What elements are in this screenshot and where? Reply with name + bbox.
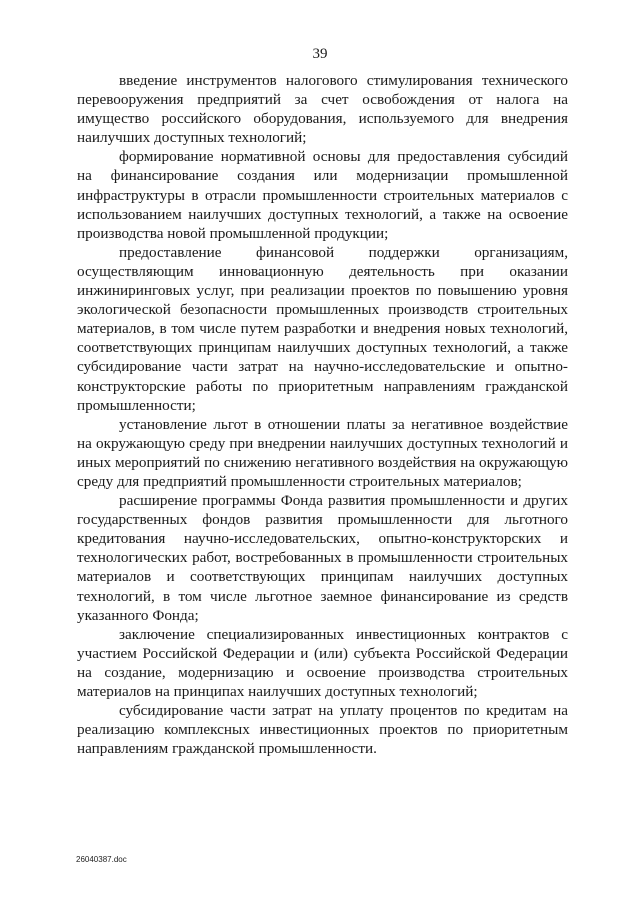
paragraph-subsidy-framework: формирование нормативной основы для предоставления субсидий на финансирование создания или модернизации промышленной инфраструктуры в отрасли промышленности строительных материалов с использованием наилучших доступных технологий, а также на освоение производства новой промышленной продукции; [77,148,568,242]
body-text [77,71,568,758]
paragraph-industry-fund: расширение программы Фонда развития промышленности и других государственных фондов развития промышленности для льготного кредитования научно-исследовательских, опытно-конструкторских и технологических работ, востребованных в промышленности строительных материалов и соответствующих принципам наилучших доступных технологий, в том числе льготное заемное финансирование из средств указанного Фонда; [77,492,568,624]
footer-file-code: 26040387.doc [76,855,127,864]
paragraph-environmental-benefits: установление льгот в отношении платы за негативное воздействие на окружающую среду при внедрении наилучших доступных технологий и иных мероприятий по снижению негативного воздействия на окружающую среду для предприятий промышленности строительных материалов; [77,415,568,490]
paragraph-investment-contracts: заключение специализированных инвестиционных контрактов с участием Российской Федерации и (или) субъекта Российской Федерации на создание, модернизацию и освоение производства строительных материалов на принципах наилучших доступных технологий; [77,625,568,700]
page-number: 39 [312,46,328,62]
paragraph-interest-subsidies: субсидирование части затрат на уплату процентов по кредитам на реализацию комплексных инвестиционных проектов по приоритетным направлениям гражданской промышленности. [77,702,568,758]
paragraph-financial-support: предоставление финансовой поддержки организациям, осуществляющим инновационную деятельность при оказании инжиниринговых услуг, при реализации проектов по повышению уровня экологической безопасности промышленных производств строительных материалов, в том числе путем разработки и внедрения новых технологий, соответствующих принципам наилучших доступных технологий, а также субсидирование части затрат на научно-исследовательские и опытно-конструкторские работы по приоритетным направлениям гражданской промышленности; [77,243,568,414]
paragraph-tax-incentives: введение инструментов налогового стимулирования технического перевооружения предприятий за счет освобождения от налога на имущество российского оборудования, используемого для внедрения наилучших доступных технологий; [77,72,568,147]
